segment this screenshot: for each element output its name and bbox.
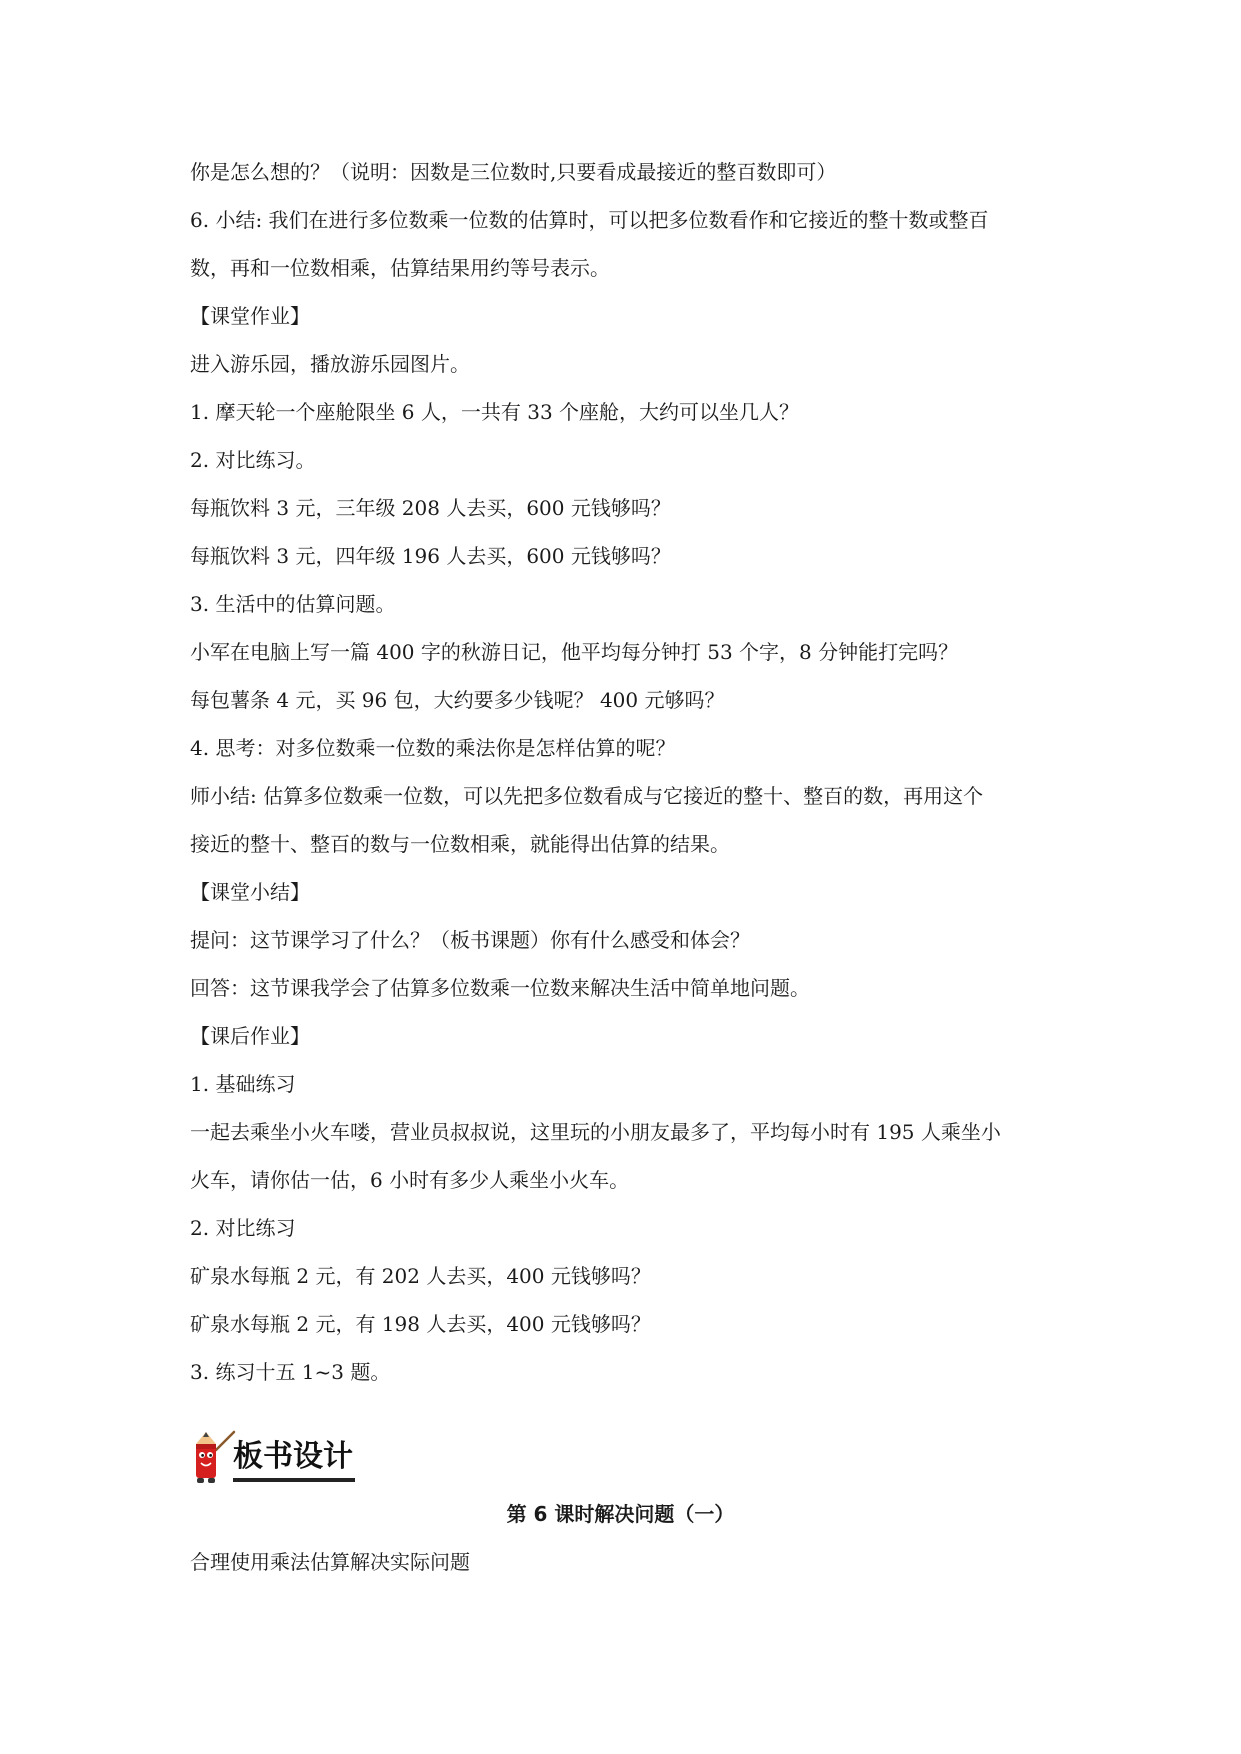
- text-line: 每包薯条 4 元，买 96 包，大约要多少钱呢？ 400 元够吗？: [190, 688, 725, 712]
- text-line: 一起去乘坐小火车喽，营业员叔叔说，这里玩的小朋友最多了，平均每小时有 195 人乘坐小: [190, 1120, 1001, 1144]
- board-title: 第 6 课时解决问题（一）: [506, 1502, 735, 1526]
- text-line: 提问：这节课学习了什么？（板书课题）你有什么感受和体会？: [190, 928, 750, 952]
- text-line: 3. 练习十五 1~3 题。: [190, 1360, 391, 1384]
- text-line: 矿泉水每瓶 2 元，有 202 人去买，400 元钱够吗？: [190, 1264, 651, 1288]
- text-line: 火车，请你估一估，6 小时有多少人乘坐小火车。: [190, 1168, 630, 1192]
- text-line: 接近的整十、整百的数与一位数相乘，就能得出估算的结果。: [190, 832, 730, 856]
- text-line: 6. 小结: 我们在进行多位数乘一位数的估算时，可以把多位数看作和它接近的整十数或整百: [190, 208, 989, 232]
- text-line: 4. 思考：对多位数乘一位数的乘法你是怎样估算的呢？: [190, 736, 676, 760]
- pencil-mascot-icon: [188, 1430, 236, 1486]
- text-line: 数，再和一位数相乘，估算结果用约等号表示。: [190, 256, 610, 280]
- text-line: 小军在电脑上写一篇 400 字的秋游日记，他平均每分钟打 53 个字，8 分钟能打完吗？: [190, 640, 959, 664]
- text-line: 每瓶饮料 3 元，三年级 208 人去买，600 元钱够吗？: [190, 496, 671, 520]
- section-badge-underline: [233, 1478, 355, 1482]
- section-badge-title: 板书设计: [233, 1439, 353, 1474]
- section-heading: 【课堂小结】: [190, 880, 310, 904]
- section-heading: 【课堂作业】: [190, 304, 310, 328]
- text-line: 1. 摩天轮一个座舱限坐 6 人，一共有 33 个座舱，大约可以坐几人？: [190, 400, 800, 424]
- text-line: 每瓶饮料 3 元，四年级 196 人去买，600 元钱够吗？: [190, 544, 671, 568]
- text-line: 2. 对比练习: [190, 1216, 296, 1240]
- text-line: 你是怎么想的？（说明：因数是三位数时,只要看成最接近的整百数即可）: [190, 160, 837, 184]
- section-badge: [188, 1430, 368, 1486]
- section-heading: 【课后作业】: [190, 1024, 310, 1048]
- board-content: 合理使用乘法估算解决实际问题: [190, 1550, 470, 1574]
- text-line: 3. 生活中的估算问题。: [190, 592, 396, 616]
- text-line: 2. 对比练习。: [190, 448, 316, 472]
- text-line: 1. 基础练习: [190, 1072, 296, 1096]
- text-line: 回答：这节课我学会了估算多位数乘一位数来解决生活中简单地问题。: [190, 976, 810, 1000]
- text-line: 进入游乐园，播放游乐园图片。: [190, 352, 470, 376]
- text-line: 师小结: 估算多位数乘一位数，可以先把多位数看成与它接近的整十、整百的数，再用这个: [190, 784, 984, 808]
- text-line: 矿泉水每瓶 2 元，有 198 人去买，400 元钱够吗？: [190, 1312, 651, 1336]
